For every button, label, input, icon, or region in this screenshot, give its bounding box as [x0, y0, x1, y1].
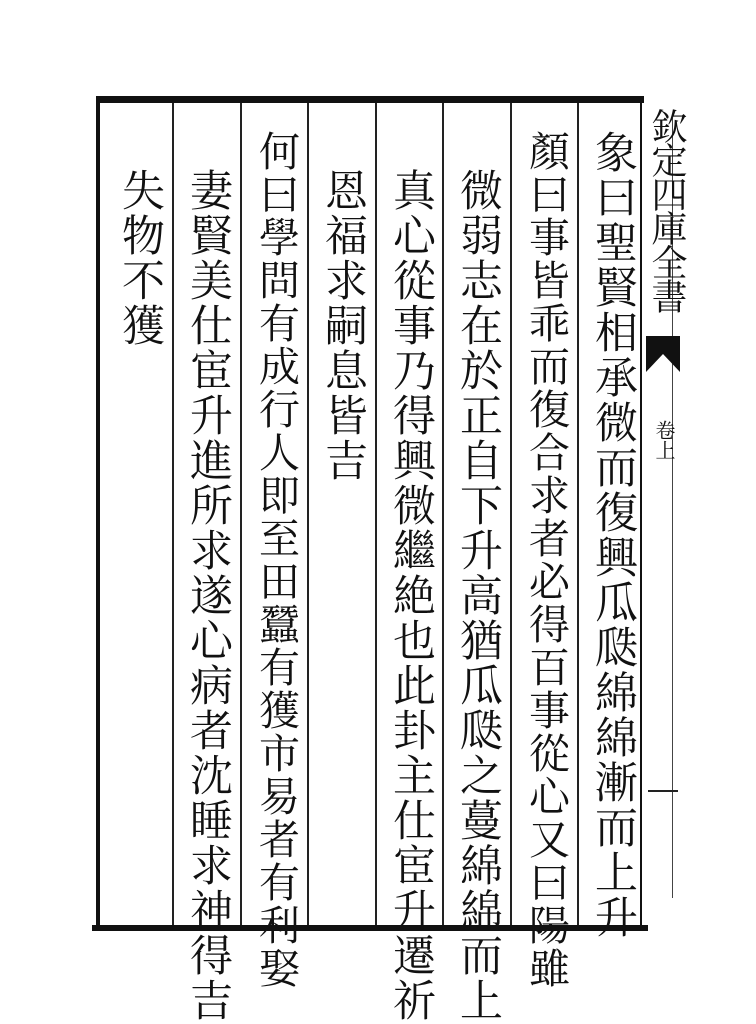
- text-column-5: 恩福求嗣息皆吉: [318, 168, 368, 483]
- frame-left-border: [96, 96, 100, 931]
- frame-top-border: [96, 96, 644, 103]
- text-column-2: 顏曰事皆乖而復合求者必得百事從心又曰陽雖: [522, 130, 570, 990]
- column-rule: [442, 103, 444, 925]
- text-column-8: 失物不獲: [115, 168, 165, 348]
- margin-tick-rule: [648, 790, 678, 792]
- text-column-7: 妻賢美仕宦升進所求遂心病者沈睡求神得吉: [183, 168, 233, 1023]
- text-column-6: 何曰學問有成行人即至田蠶有獲市易者有利娶: [252, 130, 300, 990]
- margin-juan-label: 卷上: [652, 420, 676, 460]
- column-rule: [577, 103, 579, 925]
- column-rule: [240, 103, 242, 925]
- column-rule: [307, 103, 309, 925]
- margin-book-title: 欽定四庫全書: [646, 108, 687, 312]
- column-rule: [510, 103, 512, 925]
- column-rule: [375, 103, 377, 925]
- text-column-3: 微弱志在於正自下升高猶瓜瓞之蔓綿綿而上: [453, 168, 503, 1023]
- fishtail-ornament-icon: [646, 336, 680, 372]
- text-column-1: 象曰聖賢相承微而復興瓜瓞綿綿漸而上升: [588, 130, 638, 940]
- column-rule: [172, 103, 174, 925]
- text-column-4: 真心從事乃得興微繼絶也此卦主仕宦升遷祈: [386, 168, 436, 1023]
